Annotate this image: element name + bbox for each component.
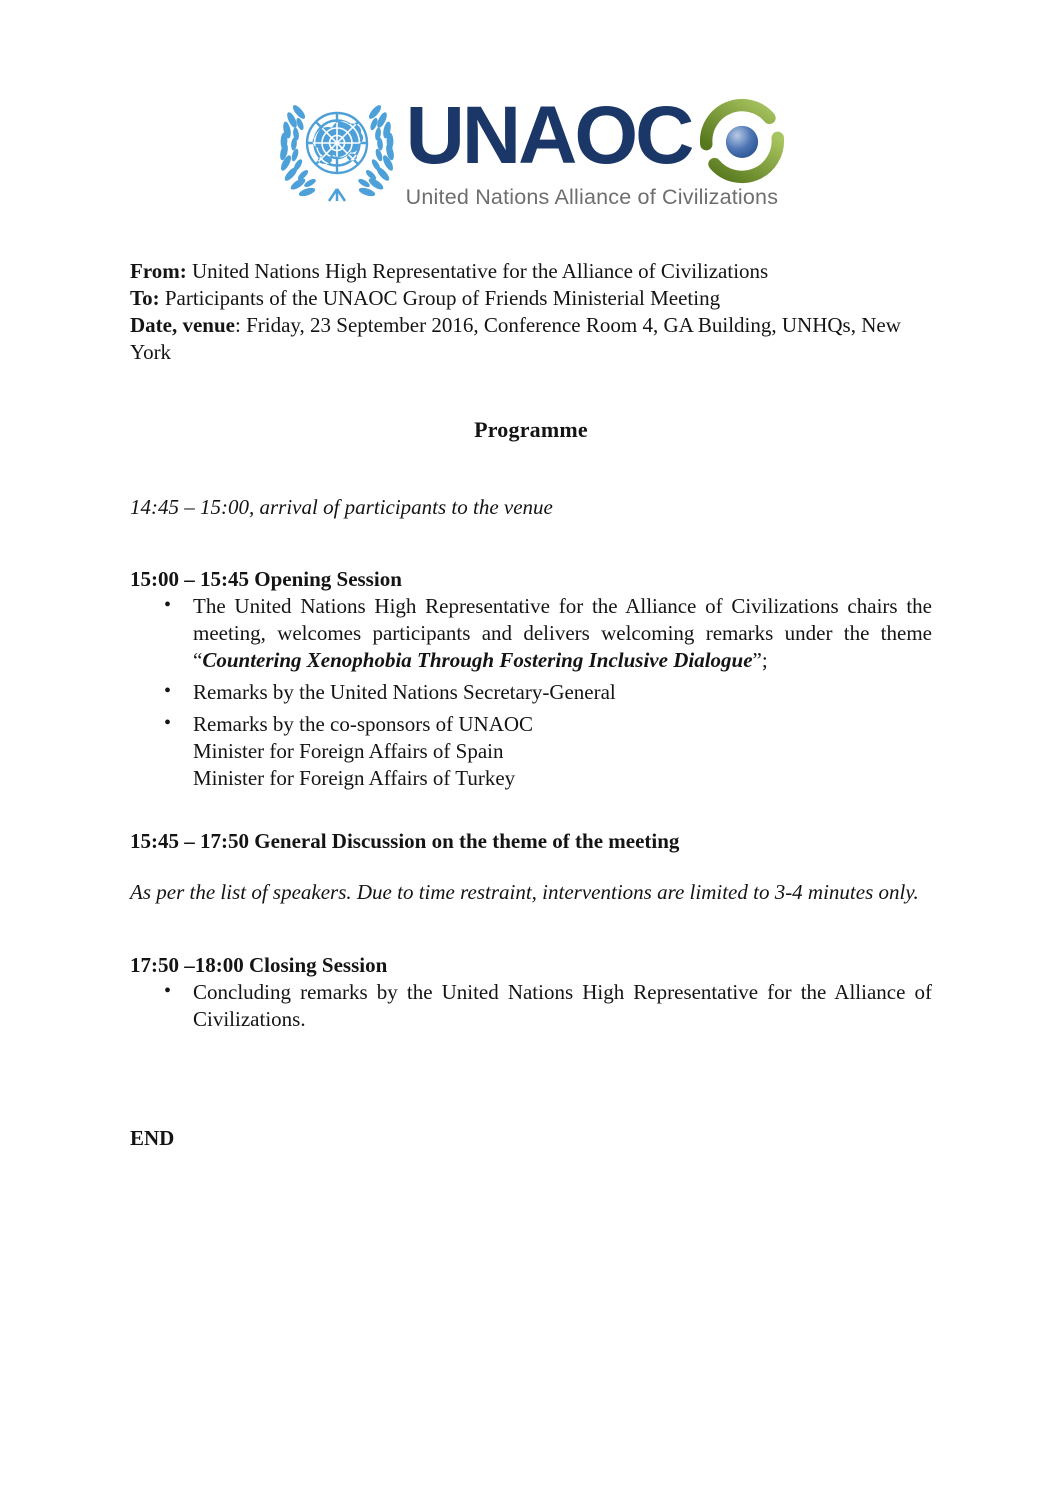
- meta-date-label: Date, venue: [130, 313, 235, 337]
- meta-from-label: From:: [130, 259, 187, 283]
- page-title: Programme: [474, 417, 588, 442]
- bullet-subline: Minister for Foreign Affairs of Spain: [193, 739, 504, 763]
- meta-date-text: : Friday, 23 September 2016, Conference Room 4, GA Building, UNHQs, New York: [130, 313, 901, 364]
- bullet-text: ”;: [752, 648, 768, 672]
- bullet-item: [130, 979, 932, 1033]
- meta-from-line: [130, 258, 932, 285]
- meta-block: [130, 258, 932, 366]
- meta-to-line: [130, 285, 932, 312]
- bullet-item: [130, 711, 932, 792]
- meta-to-label: To:: [130, 286, 160, 310]
- bullet-text: Remarks by the United Nations Secretary-General: [193, 680, 616, 704]
- meta-from-text: United Nations High Representative for the Alliance of Civilizations: [186, 259, 769, 283]
- opening-session-heading: 15:00 – 15:45 Opening Session: [130, 567, 402, 591]
- bullet-item: [130, 679, 932, 706]
- bullet-text: Concluding remarks by the United Nations High Representative for the Alliance of Civilizations.: [193, 980, 932, 1031]
- un-emblem-icon: [270, 93, 404, 211]
- meta-to-text: Participants of the UNAOC Group of Friends Ministerial Meeting: [159, 286, 721, 310]
- bullet-text: • Remarks by the co-sponsors of UNAOC: [193, 712, 534, 736]
- document-body: [0, 258, 1058, 1152]
- opening-bullet-list: [130, 593, 932, 792]
- closing-bullet-list: [130, 979, 932, 1033]
- arrival-note: 14:45 – 15:00, arrival of participants to the venue: [130, 495, 553, 519]
- closing-session-heading: 17:50 –18:00 Closing Session: [130, 953, 388, 977]
- bullet-item: [130, 593, 932, 674]
- meta-date-line: [130, 312, 932, 366]
- unaoc-logo: [0, 0, 1058, 211]
- speakers-note: As per the list of speakers. Due to time restraint, interventions are limited to 3-4 minutes only.: [130, 880, 919, 904]
- unaoc-eye-icon: [696, 95, 788, 187]
- meeting-theme-text: Countering Xenophobia Through Fostering Inclusive Dialogue: [202, 648, 753, 672]
- logo-subtitle: United Nations Alliance of Civilizations: [405, 185, 779, 209]
- bullet-text: The United Nations High Representative for the Alliance of Civilizations chairs the meeting, welcomes participants and delivers welcoming remarks under the theme “: [193, 594, 932, 672]
- bullet-subline: Minister for Foreign Affairs of Turkey: [193, 766, 516, 790]
- end-label: END: [130, 1126, 175, 1150]
- unaoc-wordmark: UNAOC: [405, 90, 692, 181]
- general-discussion-heading: 15:45 – 17:50 General Discussion on the theme of the meeting: [130, 829, 680, 853]
